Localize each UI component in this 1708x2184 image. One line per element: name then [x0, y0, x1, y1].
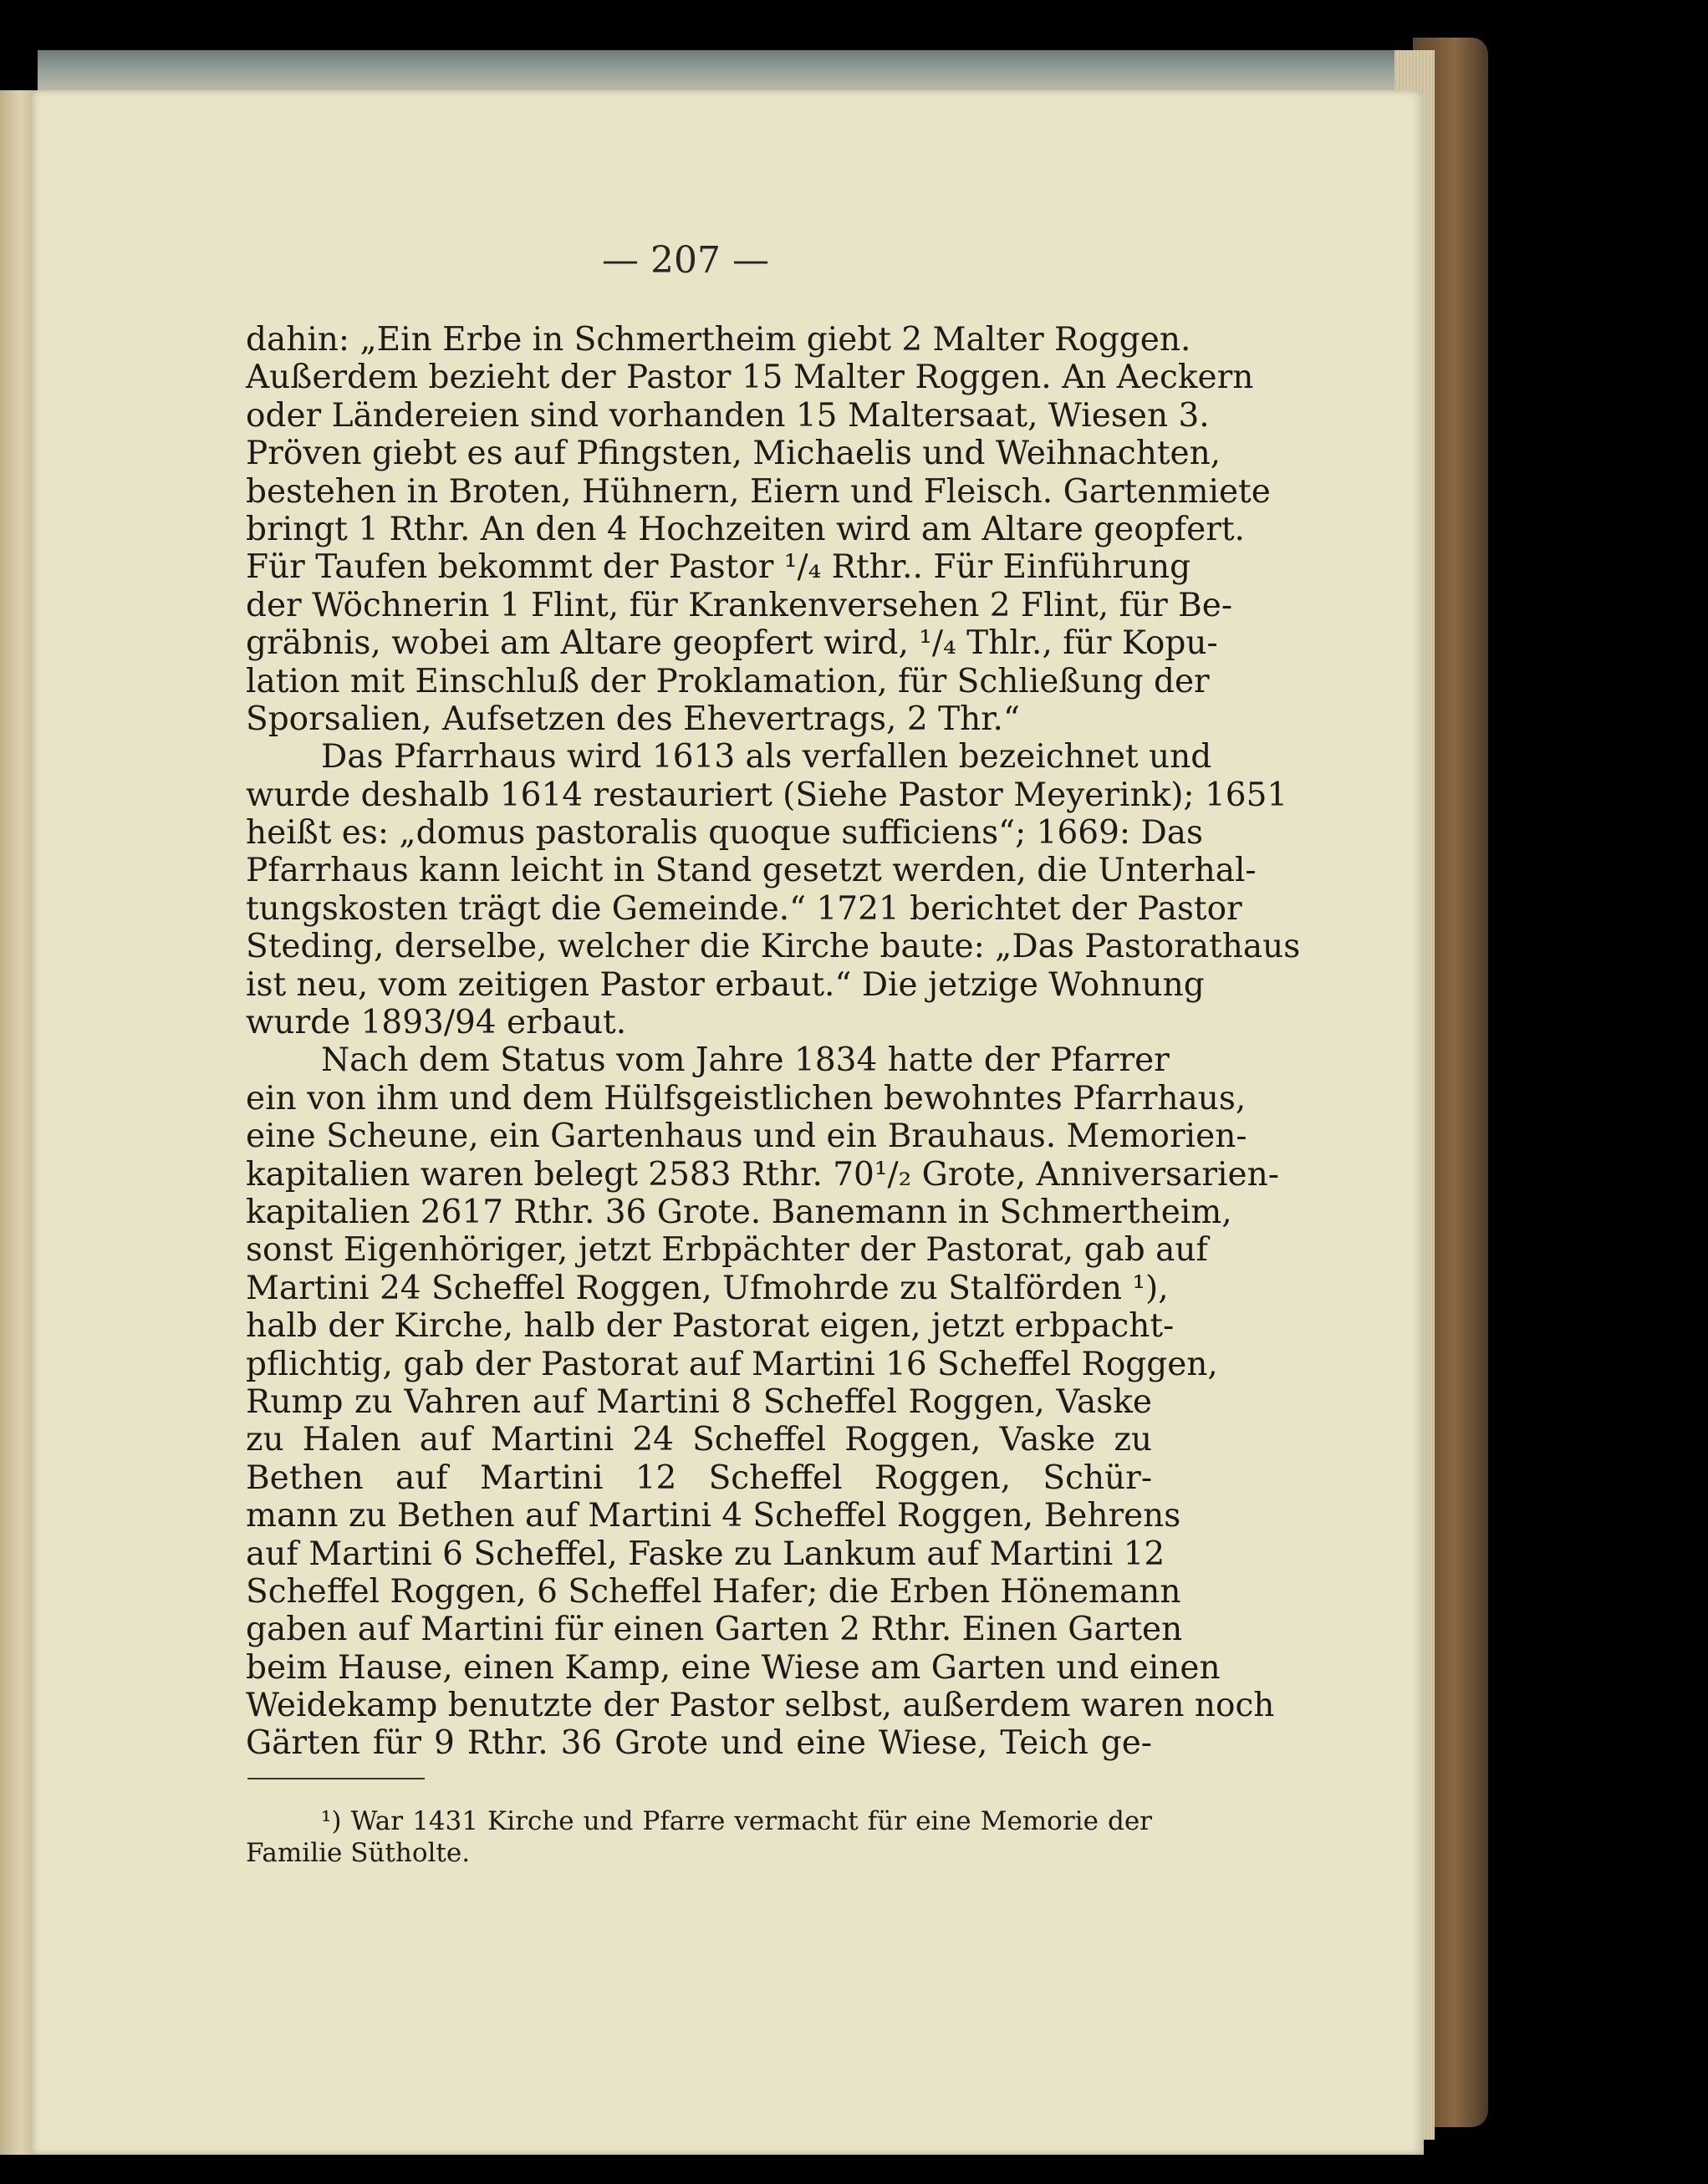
- text-line: wurde deshalb 1614 restauriert (Siehe Pastor Meyerink); 1651: [246, 776, 1288, 814]
- text-line: Pröven giebt es auf Pfingsten, Michaelis und Weihnachten,: [246, 435, 1221, 473]
- footnotes: [246, 1805, 1152, 1869]
- text-line: sonst Eigenhöriger, jetzt Erbpächter der Pastorat, gab auf: [246, 1231, 1208, 1270]
- text-line: Bethen auf Martini 12 Scheffel Roggen, Schür-: [246, 1459, 1152, 1497]
- text-line: eine Scheune, ein Gartenhaus und ein Brauhaus. Memorien-: [246, 1117, 1247, 1156]
- footnote-divider: [247, 1778, 425, 1779]
- text-line: Rump zu Vahren auf Martini 8 Scheffel Roggen, Vaske: [246, 1382, 1152, 1421]
- text-line: Steding, derselbe, welcher die Kirche baute: „Das Pastorathaus: [246, 928, 1301, 966]
- text-line: dahin: „Ein Erbe in Schmertheim giebt 2 Malter Roggen.: [246, 321, 1191, 359]
- text-line: pflichtig, gab der Pastorat auf Martini 16 Scheffel Roggen,: [246, 1345, 1218, 1383]
- body-text: [246, 321, 1301, 1763]
- text-line: Außerdem bezieht der Pastor 15 Malter Roggen. An Aeckern: [246, 359, 1254, 397]
- text-line: Weidekamp benutzte der Pastor selbst, außerdem waren noch: [246, 1687, 1275, 1725]
- page-number: — 207 —: [602, 239, 769, 282]
- text-line: ein von ihm und dem Hülfsgeistlichen bewohntes Pfarrhaus,: [246, 1079, 1247, 1117]
- text-line: Gärten für 9 Rthr. 36 Grote und eine Wiese, Teich ge-: [246, 1724, 1152, 1763]
- text-line: gaben auf Martini für einen Garten 2 Rthr. Einen Garten: [246, 1611, 1183, 1649]
- text-line: wurde 1893/94 erbaut.: [246, 1004, 627, 1042]
- text-line: zu Halen auf Martini 24 Scheffel Roggen, Vaske zu: [246, 1421, 1152, 1459]
- footnote-line: ¹) War 1431 Kirche und Pfarre vermacht für eine Memorie der: [321, 1806, 1152, 1836]
- text-line: oder Ländereien sind vorhanden 15 Maltersaat, Wiesen 3.: [246, 396, 1210, 435]
- text-line: Nach dem Status vom Jahre 1834 hatte der Pfarrer: [321, 1041, 1170, 1080]
- text-line: Scheffel Roggen, 6 Scheffel Hafer; die Erben Hönemann: [246, 1572, 1181, 1611]
- text-line: Pfarrhaus kann leicht in Stand gesetzt werden, die Unterhal-: [246, 852, 1257, 890]
- text-line: lation mit Einschluß der Proklamation, für Schließung der: [246, 662, 1210, 700]
- text-line: Für Taufen bekommt der Pastor ¹/₄ Rthr.. Für Einführung: [246, 548, 1191, 587]
- text-line: heißt es: „domus pastoralis quoque sufficiens“; 1669: Das: [246, 814, 1203, 853]
- text-line: Sporsalien, Aufsetzen des Ehevertrags, 2 Thr.“: [246, 700, 1020, 738]
- text-line: bringt 1 Rthr. An den 4 Hochzeiten wird am Altare geopfert.: [246, 510, 1245, 548]
- text-line: tungskosten trägt die Gemeinde.“ 1721 berichtet der Pastor: [246, 889, 1242, 928]
- text-line: Martini 24 Scheffel Roggen, Ufmohrde zu Stalförden ¹),: [246, 1269, 1169, 1307]
- facing-page-edge: [0, 90, 33, 2155]
- text-line: halb der Kirche, halb der Pastorat eigen, jetzt erbpacht-: [246, 1307, 1175, 1346]
- text-line: gräbnis, wobei am Altare geopfert wird, ¹/₄ Thlr., für Kopu-: [246, 624, 1218, 663]
- text-line: ist neu, vom zeitigen Pastor erbaut.“ Die jetzige Wohnung: [246, 965, 1205, 1004]
- text-line: beim Hause, einen Kamp, eine Wiese am Garten und einen: [246, 1648, 1221, 1687]
- text-line: bestehen in Broten, Hühnern, Eiern und Fleisch. Gartenmiete: [246, 472, 1271, 511]
- text-line: Das Pfarrhaus wird 1613 als verfallen bezeichnet und: [321, 738, 1212, 776]
- text-line: der Wöchnerin 1 Flint, für Krankenversehen 2 Flint, für Be-: [246, 586, 1233, 624]
- text-line: kapitalien 2617 Rthr. 36 Grote. Banemann in Schmertheim,: [246, 1193, 1232, 1231]
- text-line: auf Martini 6 Scheffel, Faske zu Lankum auf Martini 12: [246, 1535, 1165, 1573]
- footnote-line: Familie Sütholte.: [246, 1838, 471, 1868]
- text-line: mann zu Bethen auf Martini 4 Scheffel Roggen, Behrens: [246, 1497, 1181, 1535]
- text-line: kapitalien waren belegt 2583 Rthr. 70¹/₂ Grote, Anniversarien-: [246, 1155, 1279, 1194]
